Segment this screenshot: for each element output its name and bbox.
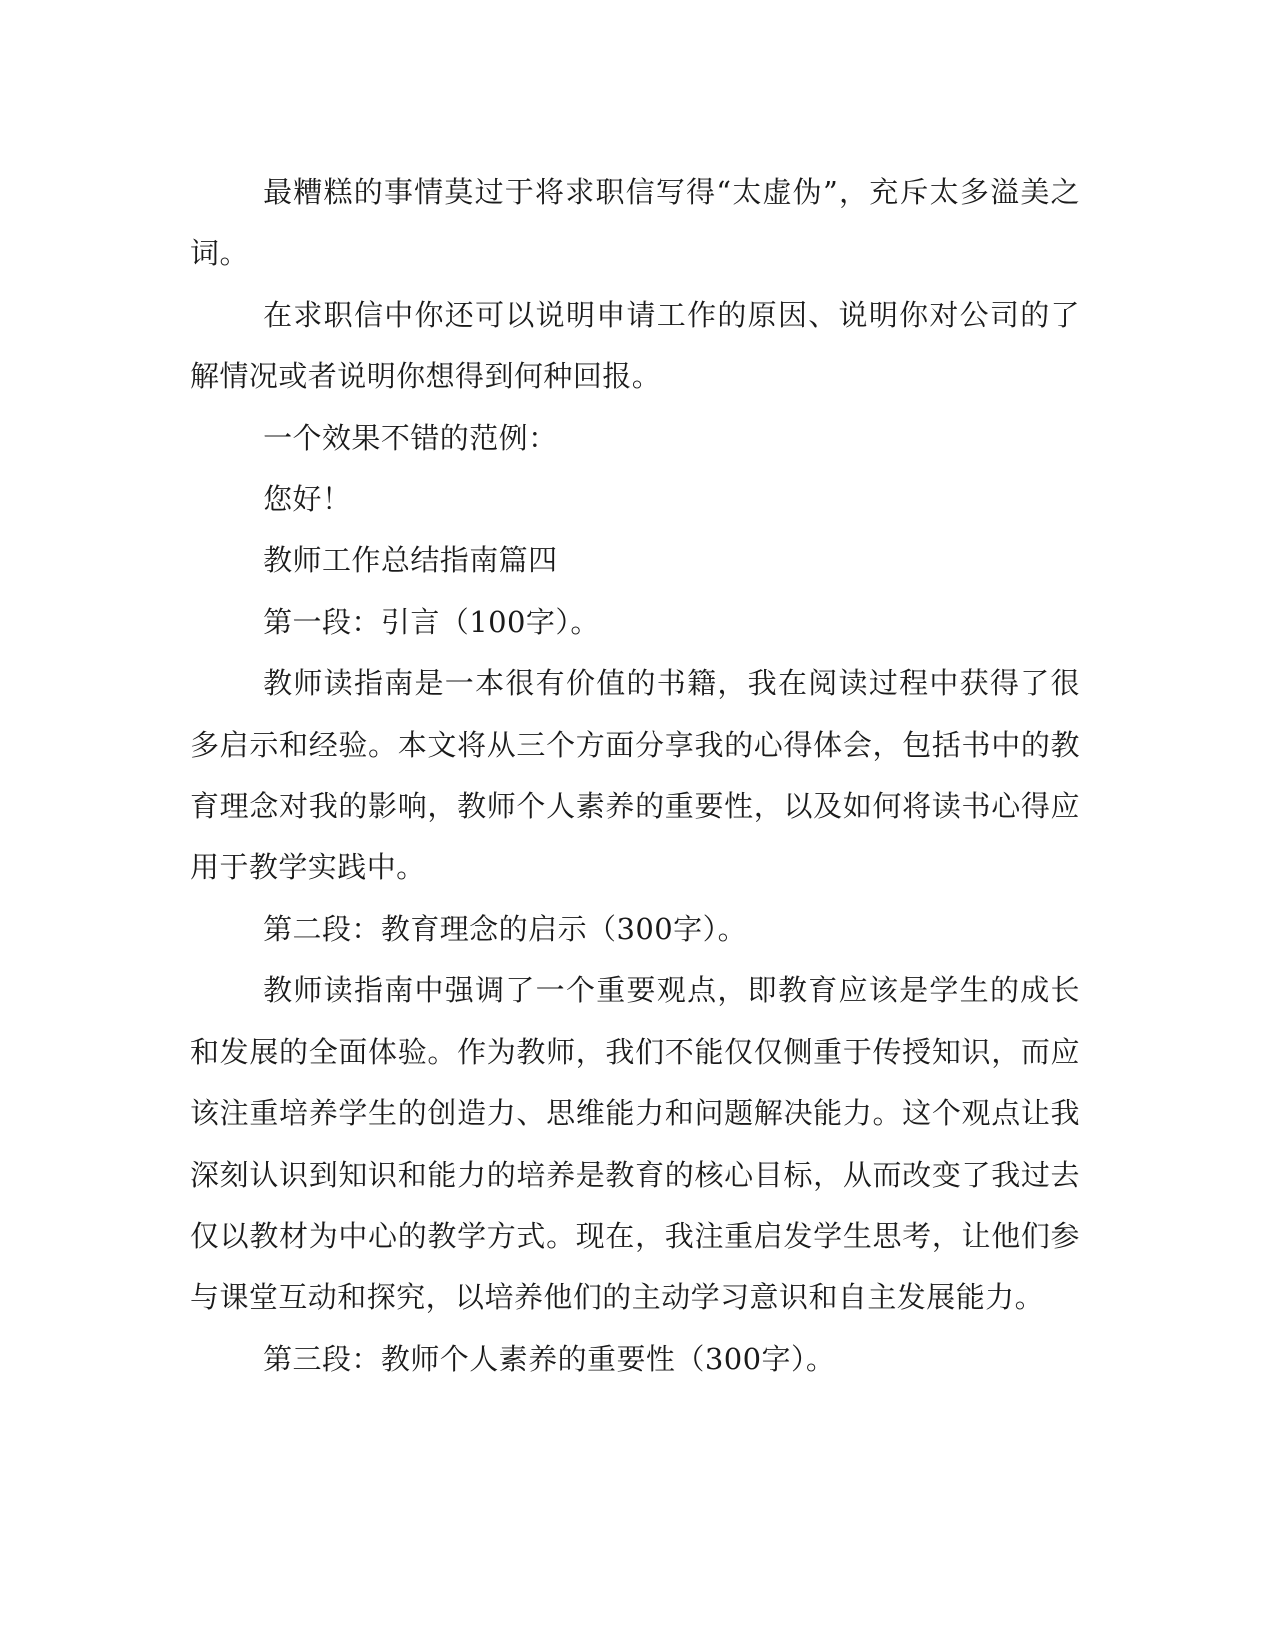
section-heading: 教师工作总结指南篇四: [263, 543, 558, 578]
paragraph-heading-1: 第一段：引言（100字）。: [263, 604, 600, 639]
paragraph-example-intro: 一个效果不错的范例：: [263, 420, 558, 455]
paragraph-greeting: 您好！: [263, 482, 352, 517]
document-body: [190, 162, 1080, 1390]
paragraph-heading-2: 第二段：教育理念的启示（300字）。: [263, 911, 748, 946]
paragraph-philosophy-body: 教师读指南中强调了一个重要观点，即教育应该是学生的成长和发展的全面体验。作为教师，我们不能仅仅侧重于传授知识，而应该注重培养学生的创造力、思维能力和问题解决能力。这个观点让我深刻认识到知识和能力的培养是教育的核心目标，从而改变了我过去仅以教材为中心的教学方式。现在，我注重启发学生思考，让他们参与课堂互动和探究，以培养他们的主动学习意识和自主发展能力。: [190, 973, 1080, 1315]
paragraph-intro-body: 教师读指南是一本很有价值的书籍，我在阅读过程中获得了很多启示和经验。本文将从三个方面分享我的心得体会，包括书中的教育理念对我的影响，教师个人素养的重要性，以及如何将读书心得应用于教学实践中。: [190, 666, 1080, 885]
paragraph-heading-3: 第三段：教师个人素养的重要性（300字）。: [263, 1341, 836, 1376]
paragraph-cover-letter-reasons: 在求职信中你还可以说明申请工作的原因、说明你对公司的了解情况或者说明你想得到何种回报。: [190, 297, 1080, 394]
paragraph-cover-letter-warning: 最糟糕的事情莫过于将求职信写得“太虚伪”，充斥太多溢美之词。: [190, 175, 1080, 271]
